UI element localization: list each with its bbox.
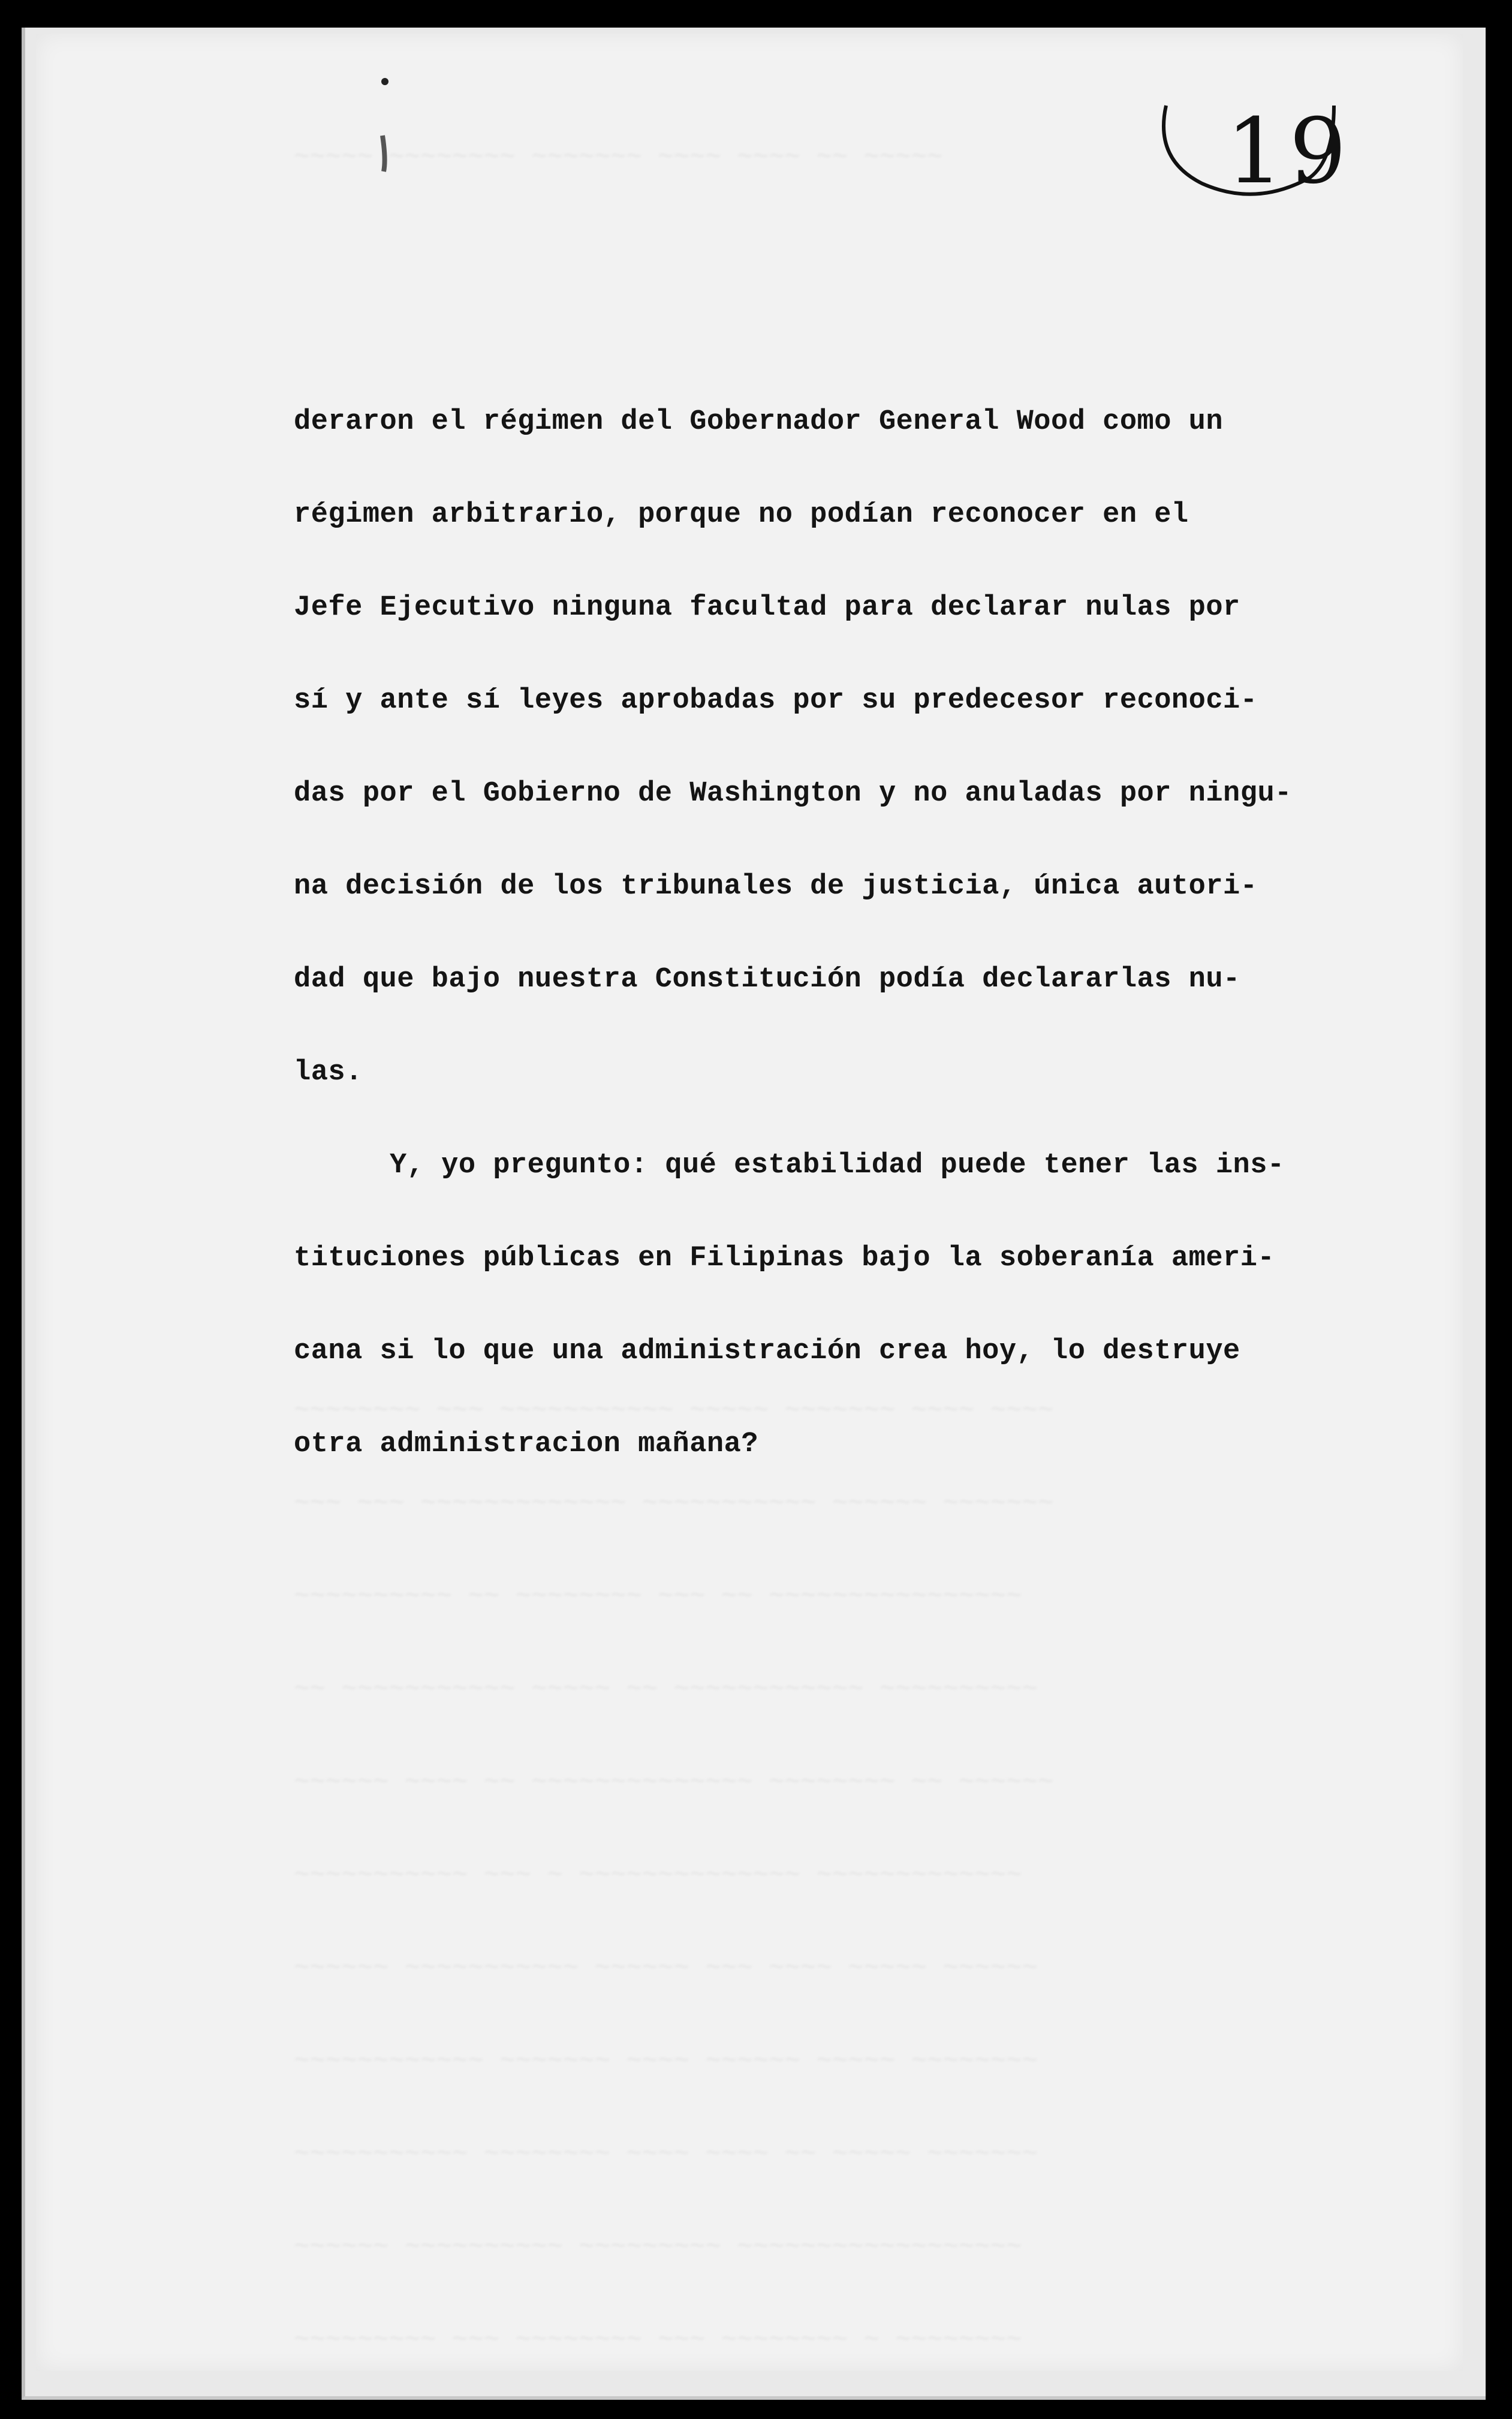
show-through-text: ~~~~~~~~ ~~~ ~~~~~~~~~~~ ~~~~~ ~~~~~~~ ~~~~ ~~~~ ~~~ ~~~ ~~~~~~~~~~~~~ ~~~~~~~~~~~ ~~~~~~ ~~~~~~~ ~~~~~~~~~~ ~~ ~~~~~~~~ ~~~ ~~ ~~~~~~~~~~~~~~~~ ~~ ~~~~~~~~~~~ ~~~~~ ~~ ~~~~~~~~~~~~ ~~~~~~~~~~ ~~~~~~ ~~~~ ~~ ~~~~~~~~~~~~~~ ~~~~~~~~ ~~ ~~~~~~ ~~~~~~~~~~~ ~~~ ~ ~~~~~~~~~~~~~~ ~~~~~~~~~~~~~ ~~~~~~ ~~~~~~~~~~~ ~~~~~~ ~~~ ~~~~ ~~~~~ ~~~~~~ ~~~~~~~~~~~~ ~~~~~~~ ~~~~ ~~~~~~ ~~~~~ ~~~~~~~~ ~~~~~~~~~~~ ~~~~~~~~ ~~~~ ~~~~ ~~ ~~~~~ ~~~~~~~ ~~~~~~ ~~~~~~~~~~ ~~~~~~~~~ ~~~~~~~~~~~~~~~~~~ ~~~~~~~~~ ~~~ ~~~~~~~~ ~~~ ~~~~~~~~ ~ ~~~~~~~~ [294,1396,1054,2355]
text-line: sí y ante sí leyes aprobadas por su predecesor reconoci- [294,685,1258,717]
show-through-text: ~~~~~ ~~~~~~~~ ~~~~~~~ ~~~~ ~~~~ ~~ ~~~~~ [294,143,943,173]
document-page [36,34,1463,2371]
text-line: otra administracion mañana? [294,1428,759,1460]
page-number: 19 [1226,100,1353,204]
text-line: deraron el régimen del Gobernador General Wood como un [294,406,1224,438]
text-line: Y, yo pregunto: qué estabilidad puede tener las ins- [390,1150,1285,1181]
text-line: cana si lo que una administración crea hoy, lo destruye [294,1335,1240,1367]
text-line: tituciones públicas en Filipinas bajo la soberanía ameri- [294,1242,1275,1274]
text-line: las. [294,1057,363,1088]
text-line: na decisión de los tribunales de justicia, única autori- [294,871,1258,902]
body-text [294,375,1409,1491]
text-line: régimen arbitrario, porque no podían reconocer en el [294,499,1189,531]
text-line: dad que bajo nuestra Constitución podía declararlas nu- [294,964,1240,995]
text-line: Jefe Ejecutivo ninguna facultad para declarar nulas por [294,592,1240,624]
text-line: das por el Gobierno de Washington y no anuladas por ningu- [294,778,1292,810]
